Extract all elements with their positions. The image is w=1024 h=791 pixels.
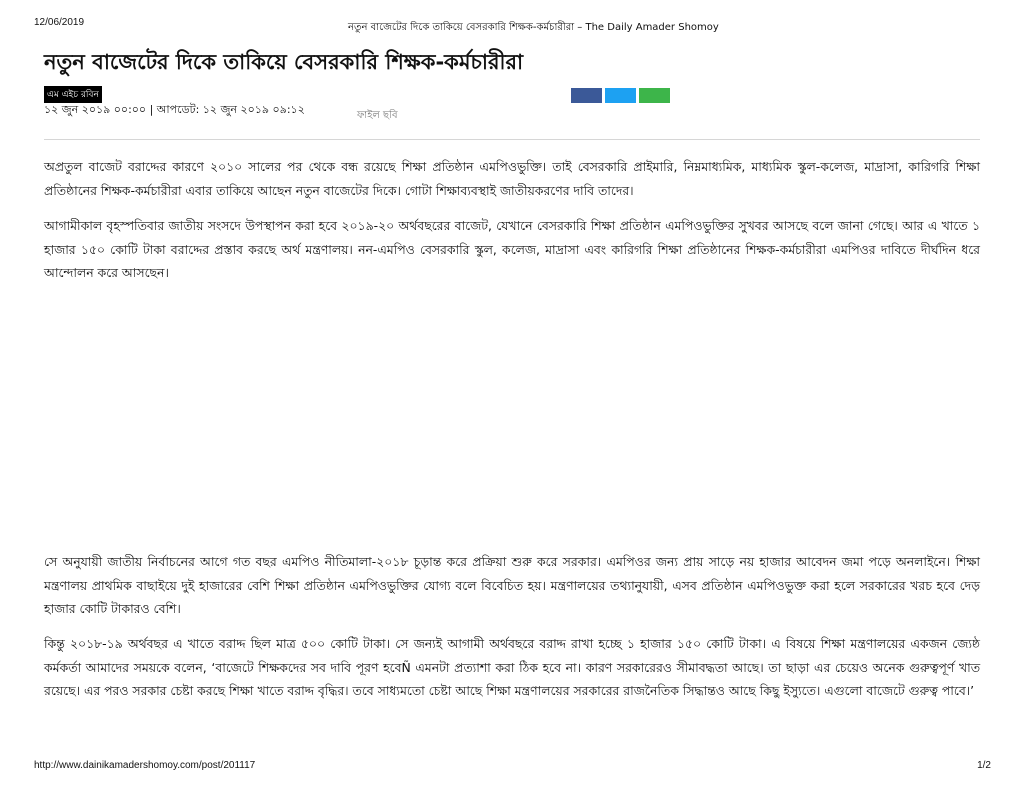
article-headline: নতুন বাজেটের দিকে তাকিয়ে বেসরকারি শিক্ষক-কর্মচারীরা (44, 50, 524, 74)
article-paragraph-4: কিন্তু ২০১৮-১৯ অর্থবছর এ খাতে বরাদ্দ ছিল মাত্র ৫০০ কোটি টাকা। সে জন্যই আগামী অর্থবছরে বরাদ্দ রাখা হচ্ছে ১ হাজার ১৫০ কোটি টাকা। এ বিষয়ে শিক্ষা মন্ত্রণালয়ের একজন জ্যেষ্ঠ কর্মকর্তা আমাদের সময়কে বলেন, ‘বাজেটে শিক্ষকদের সব দাবি পূরণ হবেÑ এমনটা প্রত্যাশা করা ঠিক হবে না। কারণ সরকারেরও সীমাবদ্ধতা আছে। তা ছাড়া এর চেয়েও অনেক গুরুত্বপূর্ণ খাত রয়েছে। এর পরও সরকার চেষ্টা করছে শিক্ষা খাতে বরাদ্দ বৃদ্ধির। তবে সাধ্যমতো চেষ্টা আছে শিক্ষা মন্ত্রণালয়ের সরকারের রাজনৈতিক সিদ্ধান্তও আছে কিছু ইস্যুতে। এগুলো বাজেটে গুরুত্ব পাবে।’ (44, 636, 980, 698)
share-buttons (571, 88, 670, 103)
print-page-number: 1/2 (977, 760, 991, 771)
print-footer-url: http://www.dainikamadershomoy.com/post/201117 (34, 760, 256, 771)
article-paragraph-1: অপ্রতুল বাজেট বরাদ্দের কারণে ২০১০ সালের পর থেকে বন্ধ রয়েছে শিক্ষা প্রতিষ্ঠান এমপিওভুক্তি। তাই বেসরকারি প্রাইমারি, নিম্নমাধ্যমিক, মাধ্যমিক স্কুল-কলেজ, মাদ্রাসা, কারিগরি শিক্ষা প্রতিষ্ঠানের শিক্ষক-কর্মচারীরা এবার তাকিয়ে আছেন নতুন বাজেটের দিকে। গোটা শিক্ষাব্যবস্থাই জাতীয়করণের দাবি তাদের। (44, 159, 980, 198)
article-dateline: ১২ জুন ২০১৯ ০০:০০ | আপডেট: ১২ জুন ২০১৯ ০৯:১২ (44, 103, 305, 116)
author-badge[interactable]: এম এইচ রবিন (44, 86, 102, 103)
twitter-share-button[interactable] (605, 88, 636, 103)
facebook-share-button[interactable] (571, 88, 602, 103)
whatsapp-share-button[interactable] (639, 88, 670, 103)
article-paragraph-3: সে অনুযায়ী জাতীয় নির্বাচনের আগে গত বছর এমপিও নীতিমালা-২০১৮ চূড়ান্ত করে প্রক্রিয়া শুরু করে সরকার। এমপিওর জন্য প্রায় সাড়ে নয় হাজার আবেদন জমা পড়ে অনলাইনে। শিক্ষা মন্ত্রণালয় প্রাথমিক বাছাইয়ে দুই হাজারের বেশি শিক্ষা প্রতিষ্ঠান এমপিওভুক্তির যোগ্য বলে বিবেচিত হয়। মন্ত্রণালয়ের তথ্যানুযায়ী, এসব প্রতিষ্ঠান এমপিওভুক্ত করা হলে সরকারের খরচ হবে দেড় হাজার কোটি টাকারও বেশি। (44, 554, 980, 616)
article-paragraph-2: আগামীকাল বৃহস্পতিবার জাতীয় সংসদে উপস্থাপন করা হবে ২০১৯-২০ অর্থবছরের বাজেট, যেখানে বেসরকারি শিক্ষা প্রতিষ্ঠান এমপিওভুক্তির সুখবর আসছে বলে জানা গেছে। আর এ খাতে ১ হাজার ১৫০ কোটি টাকা বরাদ্দের প্রস্তাব করছে অর্থ মন্ত্রণালয়। নন-এমপিও বেসরকারি স্কুল, কলেজ, মাদ্রাসা এবং কারিগরি শিক্ষা প্রতিষ্ঠানের শিক্ষক-কর্মচারীরা এমপিওর দাবিতে দীর্ঘদিন ধরে আন্দোলন করে আসছেন। (44, 218, 980, 280)
print-date: 12/06/2019 (34, 17, 85, 28)
header-divider (44, 139, 980, 140)
image-caption: ফাইল ছবি (357, 110, 398, 121)
print-page-title: নতুন বাজেটের দিকে তাকিয়ে বেসরকারি শিক্ষক-কর্মচারীরা – The Daily Amader Shomoy (348, 22, 719, 33)
